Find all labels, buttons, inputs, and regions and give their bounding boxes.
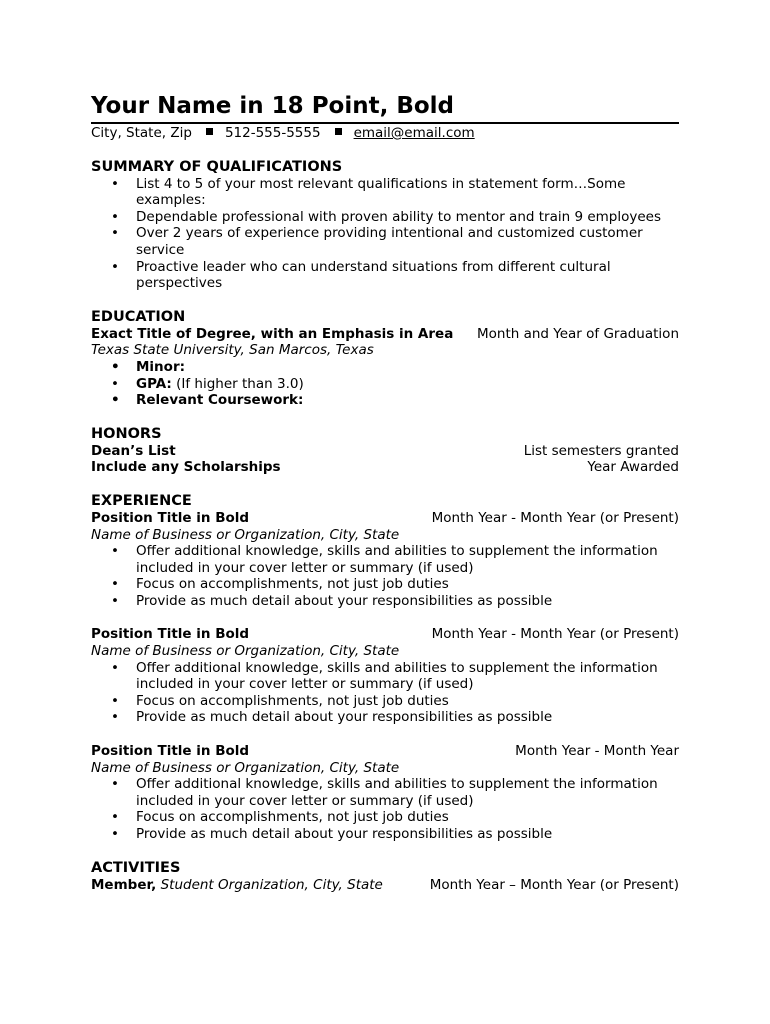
contact-phone: 512-555-5555	[224, 125, 321, 141]
summary-item: • List 4 to 5 of your most relevant qualifications in statement form…Some examples:	[91, 176, 679, 209]
job-dates: Month Year - Month Year (or Present)	[431, 509, 679, 526]
job-organization: Name of Business or Organization, City, State	[91, 759, 400, 776]
honor-detail: List semesters granted	[523, 442, 679, 459]
section-title: ACTIVITIES	[91, 859, 181, 876]
honors-section	[91, 426, 679, 476]
summary-item: • Proactive leader who can understand situations from different cultural perspectives	[91, 259, 679, 292]
contact-line	[91, 125, 679, 142]
activity-left	[91, 877, 383, 894]
resume-name: Your Name in 18 Point, Bold	[91, 93, 455, 119]
gpa-item	[91, 376, 679, 393]
job-bullet: • Focus on accomplishments, not just job duties	[91, 576, 679, 593]
school-name: Texas State University, San Marcos, Texas	[91, 342, 374, 359]
job-header-row	[91, 510, 679, 527]
job-bullets	[91, 776, 679, 842]
experience-section	[91, 493, 679, 843]
activity-organization: Student Organization, City, State	[160, 876, 383, 893]
education-section	[91, 309, 679, 409]
job-bullet: • Focus on accomplishments, not just job duties	[91, 809, 679, 826]
resume-page	[91, 92, 679, 893]
gpa-note: (If higher than 3.0)	[176, 375, 304, 392]
job-entry	[91, 510, 679, 610]
job-organization: Name of Business or Organization, City, State	[91, 643, 400, 660]
honor-detail: Year Awarded	[587, 459, 679, 476]
job-organization: Name of Business or Organization, City, State	[91, 526, 400, 543]
education-list	[91, 359, 679, 409]
activity-dates: Month Year – Month Year (or Present)	[429, 876, 679, 893]
job-bullet: • Offer additional knowledge, skills and abilities to supplement the information included in your cover letter or summary (if used)	[91, 776, 679, 809]
job-position: Position Title in Bold	[91, 509, 250, 526]
job-bullet: • Provide as much detail about your responsibilities as possible	[91, 593, 679, 610]
honor-name: Dean’s List	[91, 442, 176, 459]
job-bullets	[91, 543, 679, 609]
job-bullet: • Provide as much detail about your responsibilities as possible	[91, 826, 679, 843]
job-position: Position Title in Bold	[91, 626, 250, 643]
job-bullets	[91, 660, 679, 726]
summary-section	[91, 159, 679, 292]
section-title: EXPERIENCE	[91, 492, 192, 509]
job-bullet: • Offer additional knowledge, skills and abilities to supplement the information included in your cover letter or summary (if used)	[91, 543, 679, 576]
job-dates: Month Year - Month Year (or Present)	[431, 626, 679, 643]
job-bullet: • Offer additional knowledge, skills and abilities to supplement the information included in your cover letter or summary (if used)	[91, 660, 679, 693]
honor-row	[91, 459, 679, 476]
coursework-item: • Relevant Coursework:	[91, 392, 679, 409]
minor-item: • Minor:	[91, 359, 679, 376]
job-position: Position Title in Bold	[91, 743, 250, 760]
graduation-date: Month and Year of Graduation	[476, 325, 679, 342]
honor-row	[91, 443, 679, 460]
job-dates: Month Year - Month Year	[515, 743, 679, 760]
summary-item: • Dependable professional with proven ability to mentor and train 9 employees	[91, 209, 679, 226]
section-title: SUMMARY OF QUALIFICATIONS	[91, 158, 343, 175]
separator-square-icon	[206, 128, 213, 135]
header-rule	[91, 122, 679, 124]
activities-section	[91, 860, 679, 894]
degree-title: Exact Title of Degree, with an Emphasis in Area	[91, 325, 454, 342]
education-degree-row	[91, 326, 679, 343]
job-entry	[91, 743, 679, 843]
activity-row	[91, 877, 679, 894]
job-bullet: • Focus on accomplishments, not just job duties	[91, 693, 679, 710]
job-header-row	[91, 743, 679, 760]
separator-square-icon	[335, 128, 342, 135]
contact-email-link[interactable]: email@email.com	[353, 125, 475, 141]
job-bullet: • Provide as much detail about your responsibilities as possible	[91, 709, 679, 726]
gpa-label: GPA:	[136, 375, 172, 392]
summary-item: • Over 2 years of experience providing intentional and customized customer service	[91, 225, 679, 258]
job-entry	[91, 626, 679, 726]
contact-city: City, State, Zip	[91, 125, 192, 141]
job-header-row	[91, 626, 679, 643]
activity-role: Member,	[91, 876, 157, 893]
section-title: EDUCATION	[91, 308, 186, 325]
section-title: HONORS	[91, 425, 162, 442]
summary-list	[91, 176, 679, 292]
honor-name: Include any Scholarships	[91, 459, 281, 476]
